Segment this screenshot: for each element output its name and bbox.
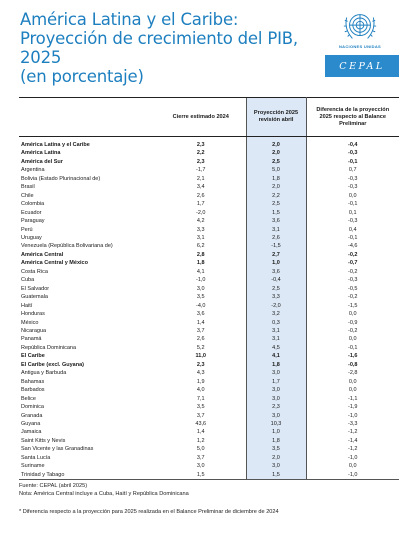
row-2024-value: 2,3: [196, 361, 205, 368]
row-2024-value: 3,5: [196, 404, 205, 411]
row-2024-value: 3,7: [196, 412, 205, 419]
row-2024-value: 2,2: [196, 150, 205, 157]
row-2025-value: 2,5: [246, 158, 306, 166]
row-name: Brasil: [21, 184, 35, 191]
row-2025-value: 3,2: [246, 310, 306, 318]
row-2025-value: -0,4: [246, 276, 306, 284]
row-name: América del Sur: [21, 158, 63, 165]
row-2025-value: 2,7: [246, 251, 306, 259]
row-2024-value: 5,2: [196, 344, 205, 351]
row-name: Antigua y Barbuda: [21, 370, 67, 377]
row-2025-value: 1,0: [246, 259, 306, 267]
header-country: [19, 98, 156, 137]
cepal-logo-text: CEPAL: [339, 60, 385, 72]
row-2024-value: 3,4: [196, 184, 205, 191]
row-2025-value: 4,1: [246, 352, 306, 360]
row-name: San Vicente y las Granadinas: [21, 446, 94, 453]
row-name: Uruguay: [21, 234, 42, 241]
table-row: [19, 242, 399, 250]
row-2025-value: 1,5: [246, 471, 306, 480]
row-diff-value: 0,0: [348, 336, 357, 343]
row-diff-value: -4,6: [348, 243, 358, 250]
row-2024-value: 3,7: [196, 454, 205, 461]
row-2024-value: 3,1: [196, 234, 205, 241]
row-2025-value: 1,8: [246, 437, 306, 445]
row-2024-value: 3,0: [196, 285, 205, 292]
row-2025-value: 3,0: [246, 395, 306, 403]
asterisk-note: * Diferencia respecto a la proyección para 2025 realizada en el Balance Preliminar de diciembre de 2024: [19, 509, 279, 515]
row-diff-value: -1,2: [348, 429, 358, 436]
row-diff-value: -0,1: [348, 344, 358, 351]
page-title: [20, 10, 320, 86]
table-header-row: [19, 98, 399, 137]
row-2024-value: 2,3: [196, 142, 205, 148]
row-2025-value: -1,5: [246, 242, 306, 250]
table-row: [19, 352, 399, 360]
row-diff-value: -3,3: [348, 420, 358, 427]
row-2024-value: 3,5: [196, 294, 205, 301]
row-name: América Central: [21, 251, 64, 258]
row-name: Granada: [21, 412, 43, 419]
row-diff-value: -1,0: [348, 412, 358, 419]
table-row: [19, 454, 399, 462]
row-2024-value: 3,6: [196, 311, 205, 318]
row-2024-value: 4,0: [196, 387, 205, 394]
row-2025-value: 2,5: [246, 200, 306, 208]
row-diff-value: -0,3: [348, 175, 358, 182]
row-2024-value: 3,3: [196, 226, 205, 233]
row-diff-value: -0,5: [348, 285, 358, 292]
table-row: [19, 158, 399, 166]
table-row: [19, 462, 399, 470]
table-row: [19, 285, 399, 293]
table-row: [19, 226, 399, 234]
title-line-2: Proyección de crecimiento del PIB, 2025: [20, 29, 298, 67]
row-diff-value: -1,5: [348, 302, 358, 309]
row-diff-value: -0,2: [348, 327, 358, 334]
row-diff-value: -0,2: [348, 294, 358, 301]
row-diff-value: 0,1: [348, 209, 357, 216]
table-row: [19, 428, 399, 436]
row-name: El Caribe (excl. Guyana): [21, 361, 84, 368]
row-name: México: [21, 319, 39, 326]
row-diff-value: -1,0: [348, 454, 358, 461]
row-2025-value: 1,8: [246, 361, 306, 369]
row-2024-value: 1,8: [196, 260, 205, 267]
table-row: [19, 234, 399, 242]
row-2025-value: 3,0: [246, 386, 306, 394]
row-2025-value: 2,3: [246, 403, 306, 411]
row-diff-value: 0,0: [348, 378, 357, 385]
row-2025-value: 1,5: [246, 209, 306, 217]
table-row: [19, 209, 399, 217]
row-name: Santa Lucía: [21, 454, 51, 461]
table-row: [19, 344, 399, 352]
table-row: [19, 268, 399, 276]
un-emblem-icon: [341, 8, 379, 46]
row-2025-value: 2,0: [246, 149, 306, 157]
row-diff-value: -2,8: [348, 370, 358, 377]
row-name: América Latina: [21, 150, 61, 157]
row-name: América Latina y el Caribe: [21, 142, 90, 148]
row-2024-value: 1,5: [156, 471, 246, 480]
row-name: Venezuela (República Bolivariana de): [21, 243, 113, 250]
table-row: [19, 175, 399, 183]
row-name: Suriname: [21, 463, 45, 470]
row-2024-value: -1,7: [196, 167, 206, 174]
row-2025-value: 2,5: [246, 285, 306, 293]
table-row: [19, 166, 399, 174]
table-row: [19, 293, 399, 301]
row-name: Argentina: [21, 167, 45, 174]
row-diff-value: -0,3: [348, 184, 358, 191]
row-2024-value: 1,9: [196, 378, 205, 385]
header-2025: Proyección 2025 revisión abril: [246, 98, 306, 137]
row-2024-value: 1,4: [196, 319, 205, 326]
row-diff-value: -0,7: [348, 260, 358, 267]
title-line-1: América Latina y el Caribe:: [20, 10, 239, 29]
row-2025-value: 10,3: [246, 420, 306, 428]
row-2025-value: 4,5: [246, 344, 306, 352]
row-diff-value: -0,8: [348, 361, 358, 368]
source-note: Fuente: CEPAL (abril 2025): [19, 483, 88, 489]
row-diff-value: -1,9: [348, 404, 358, 411]
row-diff-value: 0,4: [348, 226, 357, 233]
table-row: [19, 395, 399, 403]
table-row: [19, 361, 399, 369]
table-row: [19, 276, 399, 284]
row-name: Haití: [21, 302, 33, 309]
row-name: Guyana: [21, 420, 41, 427]
row-diff-value: -0,1: [348, 158, 358, 165]
row-2024-value: 2,6: [196, 336, 205, 343]
row-diff-value: -1,6: [348, 353, 358, 360]
row-2024-value: 1,7: [196, 201, 205, 208]
row-diff-value: -0,1: [348, 201, 358, 208]
table-row: [19, 420, 399, 428]
row-name: Ecuador: [21, 209, 42, 216]
row-diff-value: 0,0: [348, 463, 357, 470]
row-2024-value: 7,1: [196, 395, 205, 402]
row-2024-value: 1,2: [196, 437, 205, 444]
header-2024: Cierre estimado 2024: [156, 98, 246, 137]
row-name: Guatemala: [21, 294, 48, 301]
row-2025-value: 3,3: [246, 293, 306, 301]
row-2025-value: 2,0: [246, 141, 306, 149]
row-name: El Salvador: [21, 285, 50, 292]
row-2025-value: 1,8: [246, 175, 306, 183]
table-row: [19, 149, 399, 157]
row-name: Jamaica: [21, 429, 42, 436]
row-diff-value: -0,1: [348, 234, 358, 241]
table-row: [19, 471, 399, 480]
row-2024-value: 2,1: [196, 175, 205, 182]
row-2024-value: 43,6: [195, 420, 207, 427]
cepal-logo: [325, 55, 399, 77]
row-name: Barbados: [21, 387, 45, 394]
row-name: República Dominicana: [21, 344, 77, 351]
row-diff-value: -0,2: [348, 251, 358, 258]
row-name: Bolivia (Estado Plurinacional de): [21, 175, 101, 182]
row-name: Nicaragua: [21, 327, 47, 334]
row-diff-value: -0,3: [348, 277, 358, 284]
row-name: Paraguay: [21, 218, 45, 225]
row-name: Saint Kitts y Nevis: [21, 437, 66, 444]
row-2025-value: 1,7: [246, 378, 306, 386]
composition-note: Nota: América Central incluye a Cuba, Haití y República Dominicana: [19, 491, 189, 497]
table-row: [19, 310, 399, 318]
table-row: [19, 445, 399, 453]
row-diff-value: -0,4: [348, 142, 358, 148]
row-name: Costa Rica: [21, 268, 48, 275]
row-2025-value: 5,0: [246, 166, 306, 174]
row-2024-value: 4,3: [196, 370, 205, 377]
title-line-3: (en porcentaje): [20, 67, 144, 86]
row-diff-value: -1,4: [348, 437, 358, 444]
row-2025-value: 0,3: [246, 319, 306, 327]
table-row: [19, 251, 399, 259]
row-diff-value: -1,1: [348, 395, 358, 402]
row-diff-value: 0,0: [348, 311, 357, 318]
row-2025-value: -2,0: [246, 302, 306, 310]
row-name: Bahamas: [21, 378, 45, 385]
row-2025-value: 2,0: [246, 183, 306, 191]
row-2025-value: 2,2: [246, 192, 306, 200]
row-diff-value: -0,3: [348, 150, 358, 157]
row-2025-value: 3,1: [246, 226, 306, 234]
row-name: El Caribe: [21, 353, 45, 360]
row-diff-value: 0,7: [348, 167, 357, 174]
row-2024-value: 2,3: [196, 158, 205, 165]
row-name: Perú: [21, 226, 33, 233]
row-name: Cuba: [21, 277, 35, 284]
row-2025-value: 3,6: [246, 268, 306, 276]
row-2025-value: 1,0: [246, 428, 306, 436]
row-name: Chile: [21, 192, 34, 199]
row-2025-value: 3,0: [246, 412, 306, 420]
table-row: [19, 319, 399, 327]
row-name: Honduras: [21, 311, 45, 318]
row-2025-value: 3,5: [246, 445, 306, 453]
row-2025-value: 2,6: [246, 234, 306, 242]
table-row: [19, 412, 399, 420]
table-row: [19, 386, 399, 394]
row-diff-value: -0,2: [348, 268, 358, 275]
row-2024-value: -4,0: [196, 302, 206, 309]
row-2025-value: 3,6: [246, 217, 306, 225]
table-row: [19, 141, 399, 149]
row-2024-value: 11,0: [195, 353, 206, 360]
table-row: [19, 327, 399, 335]
table-row: [19, 369, 399, 377]
row-2025-value: 3,0: [246, 369, 306, 377]
table-row: [19, 217, 399, 225]
row-2025-value: 3,1: [246, 327, 306, 335]
row-name: Panamá: [21, 336, 42, 343]
row-2025-value: 2,0: [246, 454, 306, 462]
un-name-text: NACIONES UNIDAS: [338, 44, 382, 49]
row-2024-value: 1,4: [196, 429, 205, 436]
row-2025-value: 3,0: [246, 462, 306, 470]
row-2024-value: 3,0: [196, 463, 205, 470]
table-row: [19, 183, 399, 191]
row-diff-value: 0,0: [348, 192, 357, 199]
table-row: [19, 192, 399, 200]
row-2024-value: 4,2: [196, 218, 205, 225]
row-name: Belice: [21, 395, 36, 402]
row-diff-value: -0,3: [348, 218, 358, 225]
row-2024-value: 3,7: [196, 327, 205, 334]
row-2024-value: 4,1: [196, 268, 205, 275]
row-2024-value: 2,8: [196, 251, 205, 258]
row-diff-value: 0,0: [348, 387, 357, 394]
row-name: Colombia: [21, 201, 45, 208]
row-name: Trinidad y Tabago: [19, 471, 156, 480]
row-2024-value: 5,0: [196, 446, 205, 453]
table-row: [19, 335, 399, 343]
table-row: [19, 302, 399, 310]
row-2024-value: 6,2: [196, 243, 205, 250]
row-diff-value: -1,2: [348, 446, 358, 453]
row-2025-value: 3,1: [246, 335, 306, 343]
footnotes: [19, 482, 189, 498]
table-body: [19, 137, 399, 480]
table-row: [19, 437, 399, 445]
header-diff: Diferencia de la proyección 2025 respecto al Balance Preliminar: [306, 98, 399, 137]
row-name: América Central y México: [21, 260, 88, 267]
table-row: [19, 403, 399, 411]
table-row: [19, 200, 399, 208]
table-row: [19, 378, 399, 386]
row-diff-value: -1,0: [306, 471, 399, 480]
row-2024-value: -2,0: [196, 209, 206, 216]
row-name: Dominica: [21, 404, 44, 411]
row-2024-value: 2,6: [196, 192, 205, 199]
growth-table: [19, 97, 399, 480]
table-row: [19, 259, 399, 267]
row-2024-value: -1,0: [196, 277, 206, 284]
row-diff-value: -0,9: [348, 319, 358, 326]
